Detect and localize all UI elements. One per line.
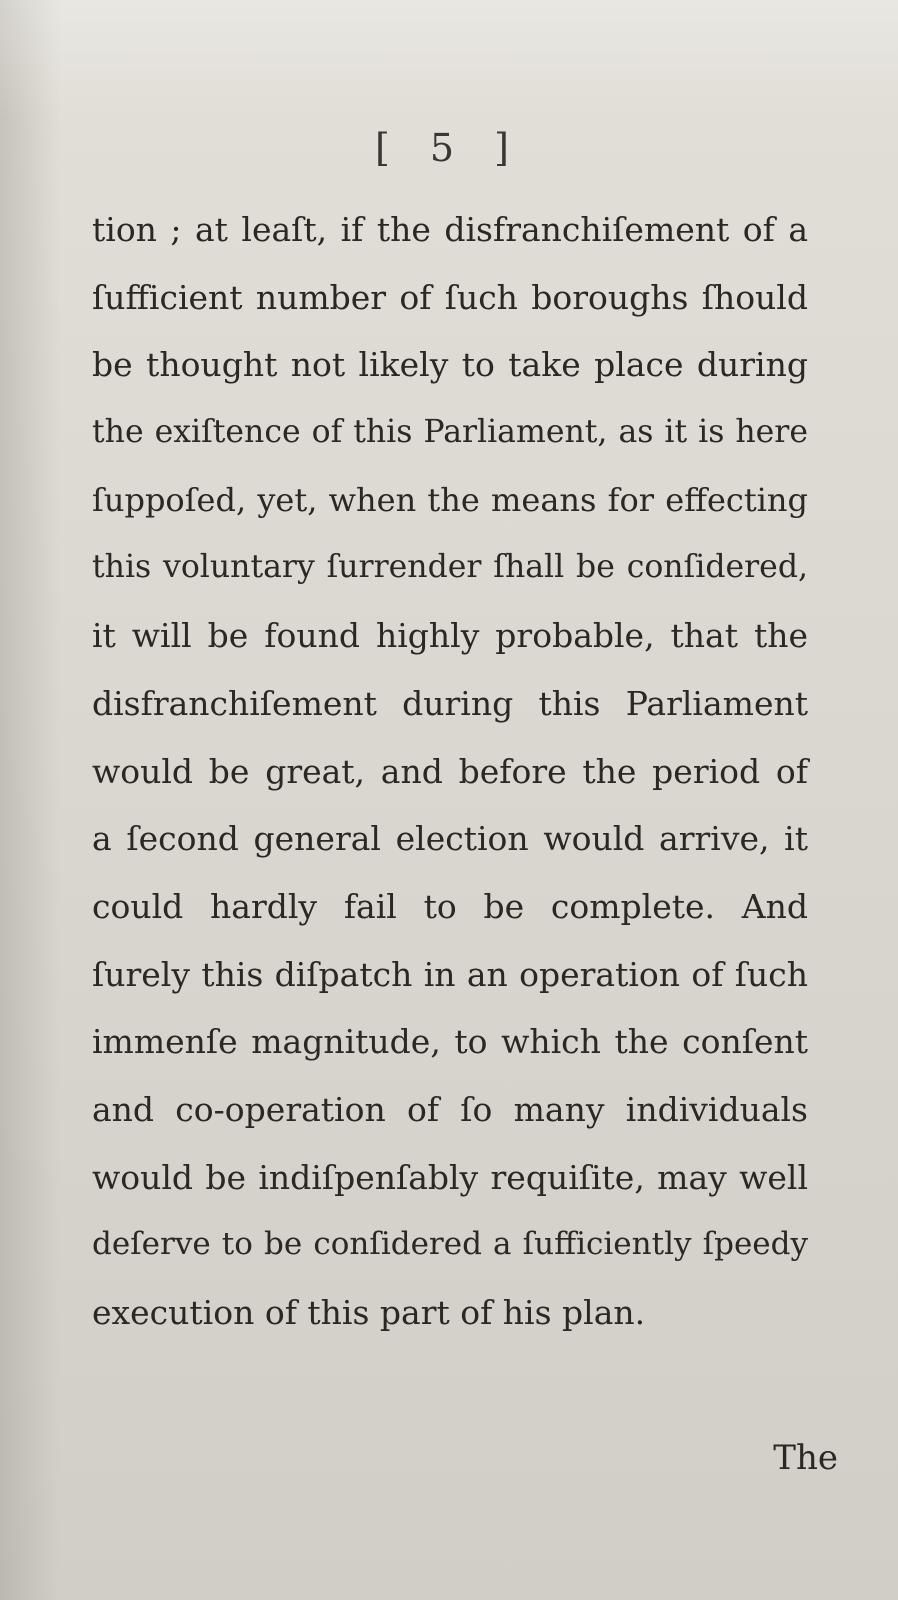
text-line: ſufficient number of ſuch boroughs ſhould bbox=[92, 277, 808, 317]
text-line: immenſe magnitude, to which the conſent bbox=[92, 1022, 808, 1062]
text-line: could hardly fail to be complete. And bbox=[92, 886, 808, 926]
text-line: it will be found highly probable, that the bbox=[92, 616, 808, 656]
text-line: and co-operation of ſo many individuals bbox=[92, 1089, 808, 1129]
page-highlight bbox=[0, 0, 898, 120]
text-line: deſerve to be conſidered a ſufficiently ſpeedy bbox=[92, 1226, 808, 1263]
body-text bbox=[92, 196, 808, 1347]
text-line: ſurely this diſpatch in an operation of ſuch bbox=[92, 954, 808, 994]
text-line: disfranchiſement during this Parliament bbox=[92, 683, 808, 723]
page-shadow bbox=[0, 0, 60, 1600]
text-line: tion ; at leaſt, if the disfranchiſement of a bbox=[92, 210, 808, 249]
text-line: the exiſtence of this Parliament, as it is here bbox=[92, 414, 808, 451]
text-line-last: execution of this part of his plan. bbox=[92, 1293, 646, 1332]
text-line: this voluntary ſurrender ſhall be conſidered, bbox=[92, 549, 808, 586]
text-line: would be great, and before the period of bbox=[92, 751, 808, 791]
text-line: would be indiſpenſably requiſite, may well bbox=[92, 1157, 808, 1197]
page-number: [ 5 ] bbox=[375, 126, 523, 170]
catchword: The bbox=[773, 1438, 838, 1478]
text-line: ſuppoſed, yet, when the means for effecting bbox=[92, 480, 808, 519]
text-line: be thought not likely to take place during bbox=[92, 345, 808, 385]
text-line: a ſecond general election would arrive, it bbox=[92, 819, 808, 859]
